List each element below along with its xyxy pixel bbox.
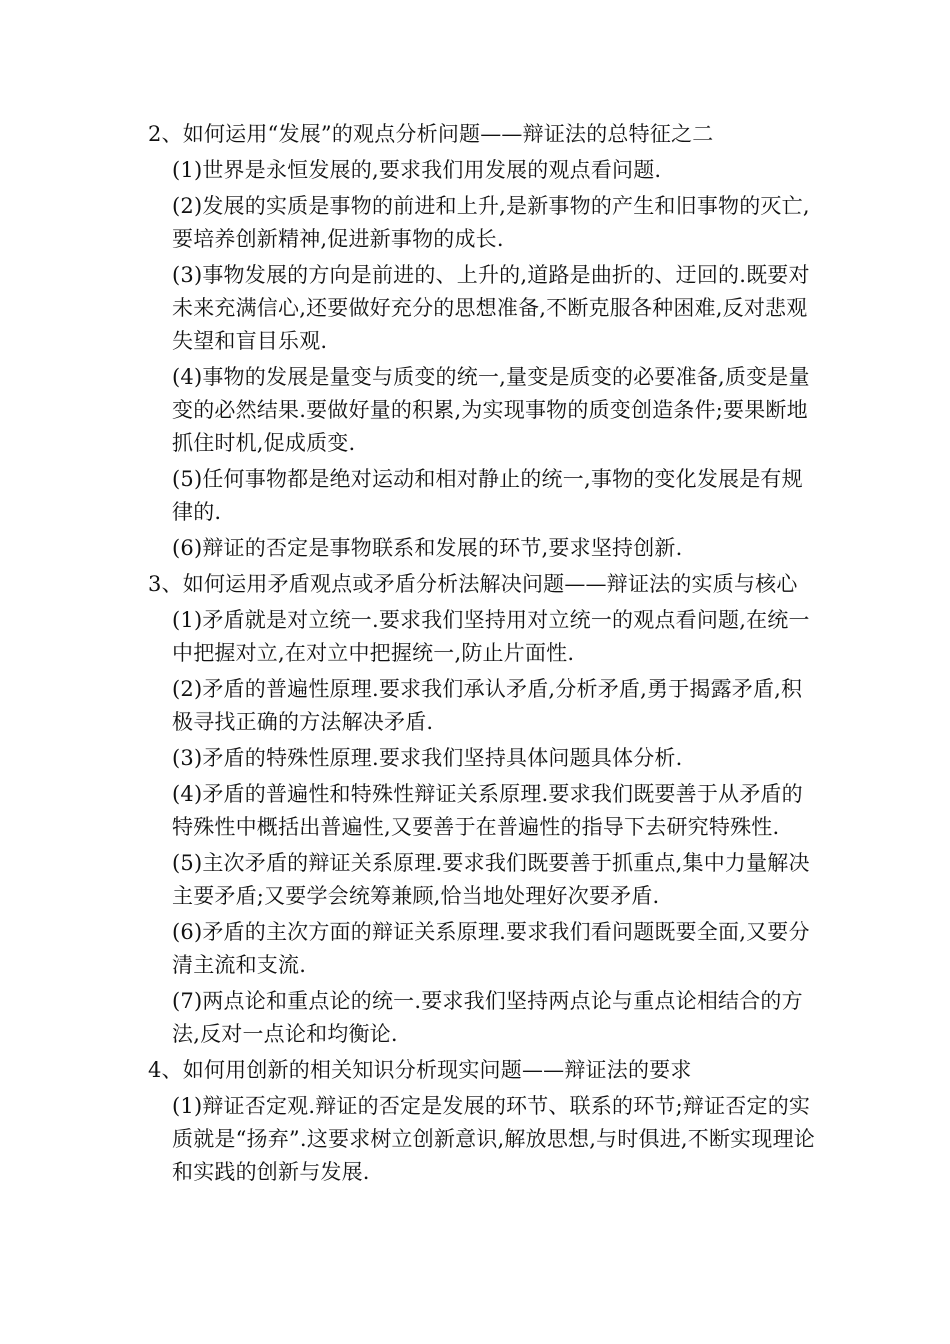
section-heading-2: 2、如何运用“发展”的观点分析问题——辩证法的总特征之二 [148,122,714,146]
list-item: (5)任何事物都是绝对运动和相对静止的统一,事物的变化发展是有规律的. [172,467,803,524]
list-item: (2)发展的实质是事物的前进和上升,是新事物的产生和旧事物的灭亡,要培养创新精神,促进新事物的成长. [172,194,810,251]
list-item: (1)矛盾就是对立统一.要求我们坚持用对立统一的观点看问题,在统一中把握对立,在对立中把握统一,防止片面性. [172,608,810,665]
list-item: (3)矛盾的特殊性原理.要求我们坚持具体问题具体分析. [172,746,683,770]
list-item: (4)事物的发展是量变与质变的统一,量变是质变的必要准备,质变是量变的必然结果.要做好量的积累,为实现事物的质变创造条件;要果断地抓住时机,促成质变. [172,365,810,455]
list-item: (4)矛盾的普遍性和特殊性辩证关系原理.要求我们既要善于从矛盾的特殊性中概括出普遍性,又要善于在普遍性的指导下去研究特殊性. [172,782,803,839]
list-item: (1)世界是永恒发展的,要求我们用发展的观点看问题. [172,158,662,182]
list-item: (7)两点论和重点论的统一.要求我们坚持两点论与重点论相结合的方法,反对一点论和均衡论. [172,989,803,1046]
list-item: (3)事物发展的方向是前进的、上升的,道路是曲折的、迂回的.既要对未来充满信心,还要做好充分的思想准备,不断克服各种困难,反对悲观失望和盲目乐观. [172,263,810,353]
list-item: (6)矛盾的主次方面的辩证关系原理.要求我们看问题既要全面,又要分清主流和支流. [172,920,810,977]
list-item: (6)辩证的否定是事物联系和发展的环节,要求坚持创新. [172,536,683,560]
list-item: (1)辩证否定观.辩证的否定是发展的环节、联系的环节;辩证否定的实质就是“扬弃”.这要求树立创新意识,解放思想,与时俱进,不断实现理论和实践的创新与发展. [172,1094,815,1184]
section-heading-3: 3、如何运用矛盾观点或矛盾分析法解决问题——辩证法的实质与核心 [148,572,798,596]
list-item: (5)主次矛盾的辩证关系原理.要求我们既要善于抓重点,集中力量解决主要矛盾;又要学会统筹兼顾,恰当地处理好次要矛盾. [172,851,810,908]
list-item: (2)矛盾的普遍性原理.要求我们承认矛盾,分析矛盾,勇于揭露矛盾,积极寻找正确的方法解决矛盾. [172,677,803,734]
section-heading-4: 4、如何用创新的相关知识分析现实问题——辩证法的要求 [148,1058,692,1082]
document-body [148,118,822,1192]
